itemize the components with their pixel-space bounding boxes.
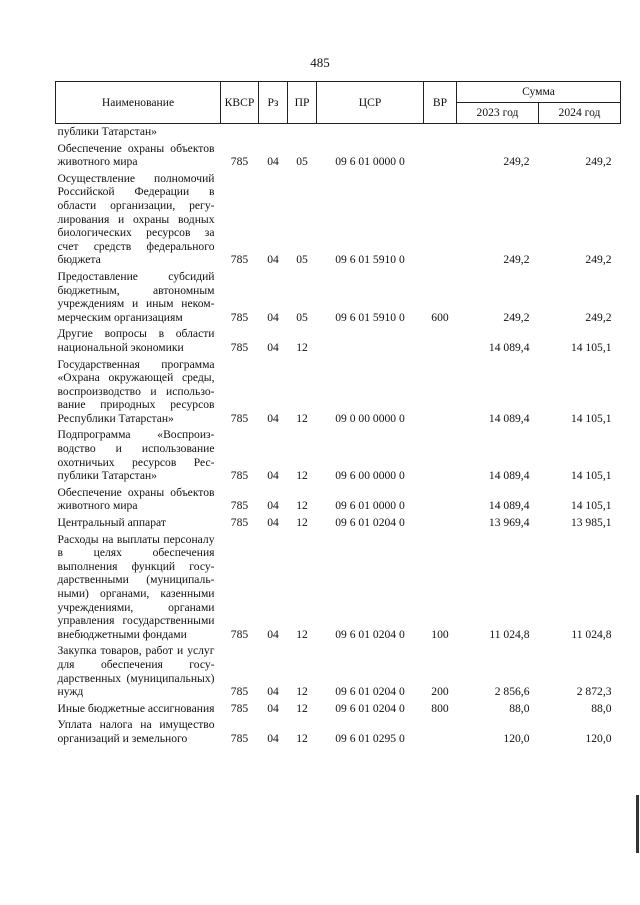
header-sum: Сумма	[457, 82, 621, 103]
row-vr	[424, 324, 457, 354]
row-name: Государственная программа «Охрана окружающей среды, воспроизводство и использование природных ресурсов Республики Татарстан»	[57, 357, 215, 425]
table-row	[56, 699, 621, 716]
page-number: 485	[310, 55, 330, 70]
row-pr: 12	[296, 731, 308, 745]
row-rz: 04	[267, 627, 279, 641]
row-sum-2023: 88,0	[509, 701, 530, 715]
table-row	[56, 425, 621, 482]
row-pr: 12	[296, 685, 308, 699]
row-pr: 12	[296, 701, 308, 715]
row-vr: 200	[431, 685, 449, 699]
table-row	[56, 513, 621, 530]
row-sum-2023: 13 969,4	[488, 516, 530, 530]
row-csr: 09 6 01 0295 0	[335, 731, 405, 745]
row-csr: 09 6 01 0204 0	[335, 627, 405, 641]
row-rz: 04	[267, 155, 279, 169]
row-pr: 12	[296, 516, 308, 530]
row-kvsr: 785	[230, 685, 249, 699]
table-row	[56, 267, 621, 324]
row-vr	[424, 483, 457, 513]
header-vr: ВР	[424, 82, 457, 124]
continuation-row	[56, 124, 621, 139]
row-kvsr: 785	[230, 253, 249, 267]
row-sum-2023: 249,2	[503, 310, 530, 324]
row-rz: 04	[267, 516, 279, 530]
row-csr: 09 6 01 0000 0	[335, 155, 405, 169]
row-sum-2024: 13 985,1	[570, 516, 612, 530]
row-pr: 05	[296, 155, 308, 169]
row-kvsr: 785	[230, 516, 249, 530]
row-name: Осуществление полномочий Российской Федерации в области организации, регулирования и охраны водных биологических ресурсов за счет средств федерального бюджета	[57, 171, 215, 267]
row-csr: 09 6 01 5910 0	[335, 310, 405, 324]
row-sum-2024: 249,2	[585, 155, 612, 169]
header-name: Наименование	[56, 82, 221, 124]
row-csr: 09 6 01 0204 0	[335, 516, 405, 530]
row-csr	[317, 324, 424, 354]
row-name: Предоставление субсидий бюджетным, автономным учреждениям и иным некоммерческим организациям	[57, 269, 215, 324]
row-sum-2023: 249,2	[503, 155, 530, 169]
scan-edge-mark	[636, 795, 639, 853]
row-pr: 05	[296, 310, 308, 324]
row-rz: 04	[267, 253, 279, 267]
row-sum-2023: 11 024,8	[489, 627, 530, 641]
header-kvsr: КВСР	[221, 82, 259, 124]
row-sum-2024: 120,0	[585, 731, 612, 745]
row-csr: 09 6 01 5910 0	[335, 253, 405, 267]
row-sum-2023: 14 089,4	[488, 469, 530, 483]
row-sum-2023: 2 856,6	[494, 685, 530, 699]
table-row	[56, 641, 621, 698]
row-kvsr: 785	[230, 469, 249, 483]
header-year-2024: 2024 год	[539, 103, 621, 124]
row-vr: 100	[431, 627, 449, 641]
row-sum-2024: 11 024,8	[571, 627, 612, 641]
row-sum-2023: 14 089,4	[488, 340, 530, 354]
continuation-text: публики Татарстан»	[57, 125, 157, 138]
row-rz: 04	[267, 685, 279, 699]
row-name: Закупка товаров, работ и услуг для обеспечения государственных (муниципальных) нужд	[57, 644, 215, 699]
row-pr: 12	[296, 469, 308, 483]
row-rz: 04	[267, 469, 279, 483]
row-pr: 12	[296, 411, 308, 425]
budget-table	[55, 81, 621, 746]
row-sum-2024: 2 872,3	[576, 685, 612, 699]
row-name: Уплата налога на имущество организаций и земельного	[57, 718, 215, 745]
row-name: Расходы на выплаты персоналу в целях обеспечения выполнения функций государственными (муниципальными) органами, казенными учреждениями, органами управления государственными внебюджетными фондами	[57, 532, 215, 641]
row-sum-2024: 14 105,1	[570, 411, 612, 425]
row-rz: 04	[267, 310, 279, 324]
header-rz: Рз	[259, 82, 288, 124]
table-row	[56, 139, 621, 169]
row-vr	[424, 169, 457, 267]
row-csr: 09 6 01 0204 0	[335, 701, 405, 715]
row-name: Обеспечение охраны объектов животного мира	[57, 485, 215, 513]
table-row	[56, 483, 621, 513]
row-csr: 09 0 00 0000 0	[335, 411, 405, 425]
row-kvsr: 785	[230, 627, 249, 641]
row-sum-2024: 88,0	[591, 701, 612, 715]
row-kvsr: 785	[230, 701, 249, 715]
row-sum-2023: 120,0	[503, 731, 530, 745]
row-sum-2023: 14 089,4	[488, 411, 530, 425]
row-rz: 04	[267, 340, 279, 354]
table-row	[56, 324, 621, 354]
row-vr	[424, 355, 457, 426]
row-pr: 12	[296, 499, 308, 513]
row-rz: 04	[267, 499, 279, 513]
row-sum-2024: 14 105,1	[570, 499, 612, 513]
row-rz: 04	[267, 731, 279, 745]
row-csr: 09 6 00 0000 0	[335, 469, 405, 483]
table-header	[56, 82, 621, 124]
row-name: Другие вопросы в области национальной экономики	[57, 327, 215, 354]
row-vr: 600	[431, 310, 449, 324]
row-csr: 09 6 01 0204 0	[335, 685, 405, 699]
row-kvsr: 785	[230, 340, 249, 354]
row-vr	[424, 425, 457, 482]
table-row	[56, 169, 621, 267]
row-rz: 04	[267, 701, 279, 715]
row-vr	[424, 513, 457, 530]
row-name: Обеспечение охраны объектов животного мира	[57, 141, 215, 169]
row-vr	[424, 715, 457, 745]
row-kvsr: 785	[230, 411, 249, 425]
header-csr: ЦСР	[317, 82, 424, 124]
row-kvsr: 785	[230, 731, 249, 745]
table-row	[56, 715, 621, 745]
row-name: Центральный аппарат	[57, 516, 166, 530]
row-pr: 12	[296, 340, 308, 354]
row-kvsr: 785	[230, 499, 249, 513]
table-row	[56, 355, 621, 426]
header-pr: ПР	[288, 82, 317, 124]
row-sum-2024: 14 105,1	[570, 340, 612, 354]
row-name: Иные бюджетные ассигнования	[57, 701, 215, 715]
row-vr	[424, 139, 457, 169]
table-body	[56, 124, 621, 746]
row-sum-2024: 14 105,1	[570, 469, 612, 483]
row-pr: 05	[296, 253, 308, 267]
header-year-2023: 2023 год	[457, 103, 539, 124]
row-vr: 800	[431, 701, 449, 715]
row-csr: 09 6 01 0000 0	[335, 499, 405, 513]
row-rz: 04	[267, 411, 279, 425]
row-sum-2023: 14 089,4	[488, 499, 530, 513]
row-sum-2024: 249,2	[585, 310, 612, 324]
row-kvsr: 785	[230, 155, 249, 169]
row-sum-2023: 249,2	[503, 253, 530, 267]
row-kvsr: 785	[230, 310, 249, 324]
row-sum-2024: 249,2	[585, 253, 612, 267]
row-pr: 12	[296, 627, 308, 641]
row-name: Подпрограмма «Воспроизводство и использование охотничьих ресурсов Республики Татарстан»	[57, 428, 215, 483]
table-row	[56, 530, 621, 642]
